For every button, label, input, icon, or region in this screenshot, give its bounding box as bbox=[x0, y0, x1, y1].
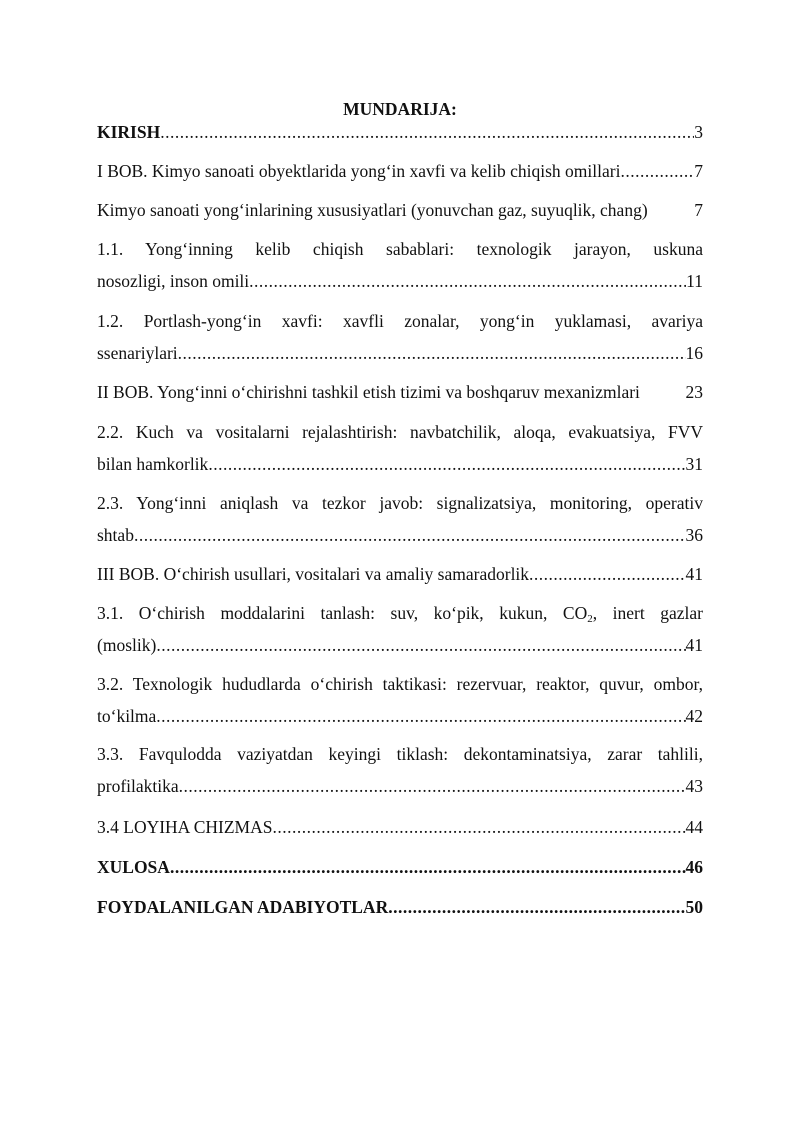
dot-leader bbox=[208, 453, 685, 475]
toc-page-number: 31 bbox=[685, 454, 703, 474]
toc-page-number: 42 bbox=[685, 706, 703, 726]
toc-entry-label: 1.2. Portlash-yong‘in xavfi: xavfli zonalar, yong‘in yuklamasi, avariya bbox=[97, 311, 703, 331]
toc-entry-kimyo[interactable] bbox=[97, 199, 703, 221]
toc-entry-label-part: , inert gazlar bbox=[592, 603, 703, 623]
toc-page-number: 36 bbox=[685, 525, 703, 545]
toc-page-number: 44 bbox=[685, 817, 703, 837]
toc-entry-label: KIRISH bbox=[97, 122, 161, 142]
dot-leader bbox=[178, 342, 686, 364]
dot-leader bbox=[529, 563, 685, 585]
subscript: 2 bbox=[587, 613, 593, 625]
toc-entry-adabiyotlar[interactable] bbox=[97, 896, 703, 918]
toc-entry-label-cont: profilaktika bbox=[97, 776, 179, 796]
toc-entry-label: I BOB. Kimyo sanoati obyektlarida yong‘in xavfi va kelib chiqish omillari bbox=[97, 161, 621, 181]
page-title: MUNDARIJA: bbox=[343, 99, 457, 119]
toc-entry-xulosa[interactable] bbox=[97, 856, 703, 878]
toc-entry-3-4[interactable] bbox=[97, 816, 703, 838]
dot-leader bbox=[620, 160, 694, 182]
toc-entry-label-cont: ssenariylari bbox=[97, 343, 178, 363]
dot-leader bbox=[273, 816, 686, 838]
toc-entry-label-cont: to‘kilma bbox=[97, 706, 157, 726]
dot-leader bbox=[134, 524, 686, 546]
toc-entry-label: 1.1. Yong‘inning kelib chiqish sabablari: texnologik jarayon, uskuna bbox=[97, 239, 703, 259]
toc-page-number: 16 bbox=[685, 343, 703, 363]
dot-leader bbox=[388, 896, 685, 918]
toc-entry-1-1[interactable] bbox=[97, 238, 703, 292]
toc-page-number: 3 bbox=[694, 122, 703, 142]
toc-entry-bob1[interactable] bbox=[97, 160, 703, 182]
toc-page-number: 46 bbox=[685, 857, 703, 877]
toc-page-number: 50 bbox=[685, 897, 703, 917]
dot-leader bbox=[179, 775, 686, 797]
toc-entry-label-cont: (moslik) bbox=[97, 635, 157, 655]
toc-entry-label: 2.3. Yong‘inni aniqlash va tezkor javob: signalizatsiya, monitoring, operativ bbox=[97, 493, 703, 513]
toc-page-number: 41 bbox=[685, 564, 703, 584]
dot-leader bbox=[156, 705, 685, 727]
toc-entry-label bbox=[97, 602, 703, 624]
dot-leader bbox=[249, 270, 686, 292]
toc-entry-2-3[interactable] bbox=[97, 492, 703, 546]
toc-entry-label-cont: bilan hamkorlik bbox=[97, 454, 209, 474]
dot-leader bbox=[170, 856, 686, 878]
toc-entry-label: 3.4 LOYIHA CHIZMAS bbox=[97, 817, 273, 837]
toc-entry-label: FOYDALANILGAN ADABIYOTLAR bbox=[97, 897, 389, 917]
toc-entry-label: 3.3. Favqulodda vaziyatdan keyingi tiklash: dekontaminatsiya, zarar tahlili, bbox=[97, 744, 703, 764]
toc-page-number: 41 bbox=[685, 635, 703, 655]
toc-entry-label: Kimyo sanoati yong‘inlarining xususiyatlari (yonuvchan gaz, suyuqlik, chang) bbox=[97, 200, 648, 220]
toc-entry-label: 2.2. Kuch va vositalarni rejalashtirish: navbatchilik, aloqa, evakuatsiya, FVV bbox=[97, 422, 703, 442]
dot-leader bbox=[156, 634, 685, 656]
toc-page-number: 11 bbox=[686, 271, 703, 291]
toc-entry-kirish[interactable] bbox=[97, 121, 703, 143]
toc-entry-label: II BOB. Yong‘inni o‘chirishni tashkil etish tizimi va boshqaruv mexanizmlari bbox=[97, 382, 640, 402]
toc-entry-label-part: 3.1. O‘chirish moddalarini tanlash: suv, ko‘pik, kukun, CO bbox=[97, 603, 588, 623]
toc-entry-label: XULOSA bbox=[97, 857, 170, 877]
toc-page-number: 7 bbox=[694, 161, 703, 181]
toc-entry-bob2[interactable] bbox=[97, 381, 703, 403]
dot-leader bbox=[160, 121, 694, 143]
toc-entry-3-3[interactable] bbox=[97, 743, 703, 797]
toc-entry-2-2[interactable] bbox=[97, 421, 703, 475]
toc-entry-3-2[interactable] bbox=[97, 673, 703, 727]
toc-page-number: 43 bbox=[685, 776, 703, 796]
toc-entry-bob3[interactable] bbox=[97, 563, 703, 585]
toc-entry-3-1[interactable] bbox=[97, 602, 703, 656]
toc-entry-label: 3.2. Texnologik hududlarda o‘chirish taktikasi: rezervuar, reaktor, quvur, ombor, bbox=[97, 674, 703, 694]
toc-page-number: 23 bbox=[685, 382, 703, 402]
toc-page-number: 7 bbox=[694, 200, 703, 220]
toc-entry-label: III BOB. O‘chirish usullari, vositalari va amaliy samaradorlik bbox=[97, 564, 530, 584]
toc-entry-label-cont: nosozligi, inson omili bbox=[97, 271, 250, 291]
toc-entry-1-2[interactable] bbox=[97, 310, 703, 364]
toc-entry-label-cont: shtab bbox=[97, 525, 134, 545]
